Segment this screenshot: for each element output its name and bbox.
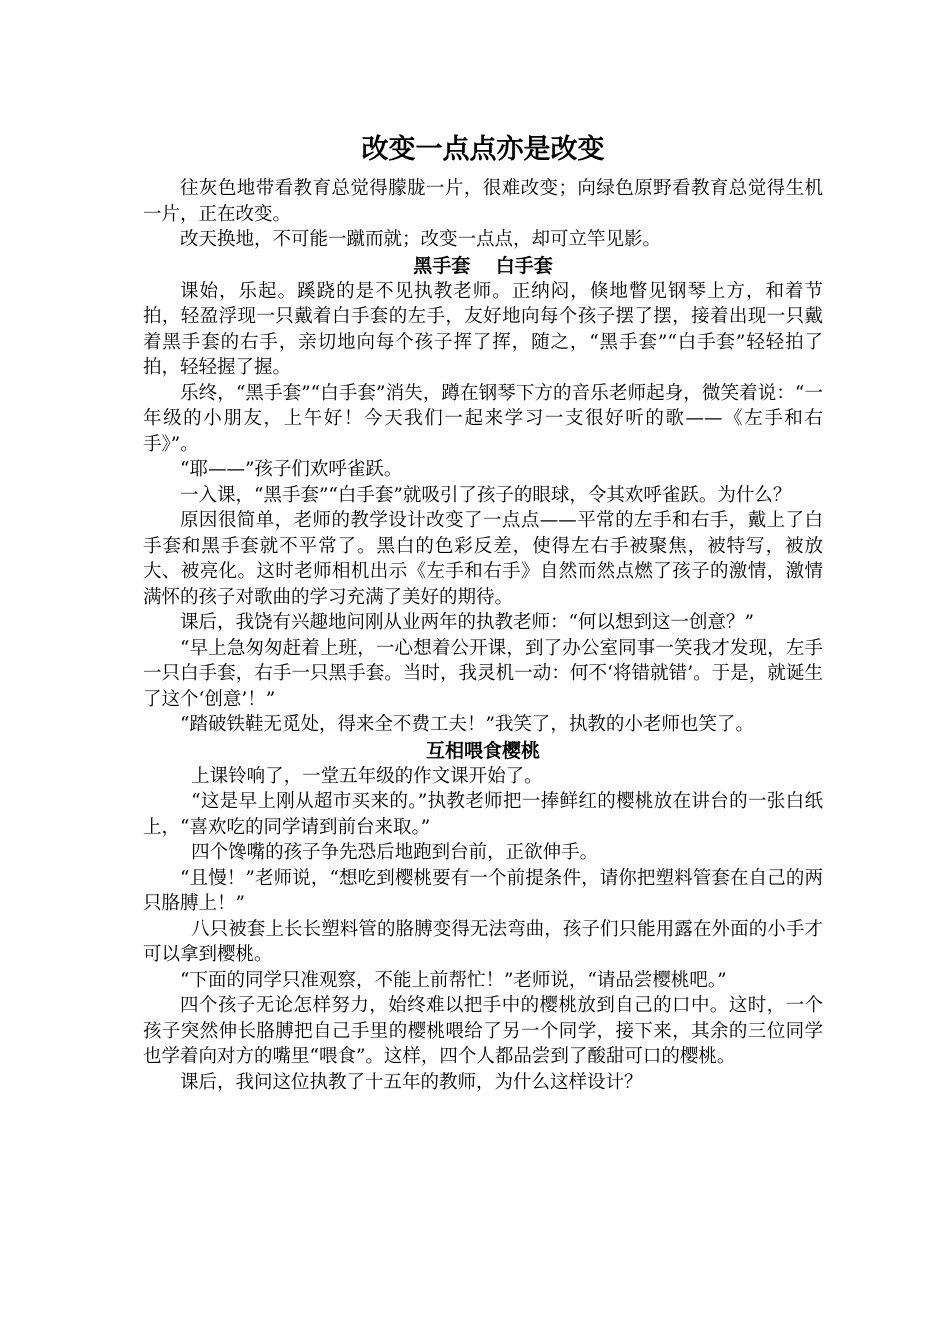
body-paragraph: 八只被套上长长塑料管的胳膊变得无法弯曲，孩子们只能用露在外面的小手才可以拿到樱桃。 <box>143 918 823 965</box>
body-paragraph: “踏破铁鞋无觅处，得来全不费工夫！”我笑了，执教的小老师也笑了。 <box>180 714 754 735</box>
body-paragraph: 课后，我饶有兴趣地问刚从业两年的执教老师：“何以想到这一创意？” <box>180 612 754 633</box>
body-paragraph: 一入课，“黑手套”“白手套”就吸引了孩子的眼球，令其欢呼雀跃。为什么？ <box>180 484 792 506</box>
body-paragraph: 原因很简单，老师的教学设计改变了一点点——平常的左手和右手，戴上了白手套和黑手套就不平常了。黑白的色彩反差，使得左右手被聚焦，被特写，被放大、被亮化。这时老师相机出示《左手和右手》自然而然点燃了孩子的激情，激情满怀的孩子对歌曲的学习充满了美好的期待。 <box>143 510 823 608</box>
body-paragraph: 课始，乐起。蹊跷的是不见执教老师。正纳闷，倏地瞥见钢琴上方，和着节拍，轻盈浮现一只戴着白手套的左手，友好地向每个孩子摆了摆，接着出现一只戴着黑手套的右手，亲切地向每个孩子挥了挥，随之，“黑手套”“白手套”轻轻拍了拍，轻轻握了握。 <box>143 280 823 378</box>
body-paragraph: “耶——”孩子们欢呼雀跃。 <box>180 459 403 480</box>
section-heading: 黑手套 白手套 <box>413 254 553 277</box>
intro-paragraph: 往灰色地带看教育总觉得朦胧一片，很难改变；向绿色原野看教育总觉得生机一片，正在改变。 <box>143 178 823 225</box>
intro-paragraph: 改天换地，不可能一蹴而就；改变一点点，却可立竿见影。 <box>180 229 662 250</box>
document-body <box>143 130 823 1095</box>
body-paragraph: 课后，我问这位执教了十五年的教师，为什么这样设计？ <box>180 1071 643 1093</box>
document-title: 改变一点点亦是改变 <box>361 134 605 165</box>
body-paragraph: 上课铃响了，一堂五年级的作文课开始了。 <box>191 765 543 787</box>
section-heading: 互相喂食樱桃 <box>425 739 540 762</box>
body-paragraph: 四个馋嘴的孩子争先恐后地跑到台前，正欲伸手。 <box>191 842 599 863</box>
body-paragraph: “下面的同学只准观察，不能上前帮忙！”老师说，“请品尝樱桃吧。” <box>180 969 727 991</box>
body-paragraph: “这是早上刚从超市买来的。”执教老师把一捧鲜红的樱桃放在讲台的一张白纸上，“喜欢吃的同学请到前台来取。” <box>143 791 823 838</box>
body-paragraph: “且慢！”老师说，“想吃到樱桃要有一个前提条件，请你把塑料管套在自己的两只胳膊上！” <box>143 867 823 914</box>
body-paragraph: 四个孩子无论怎样努力，始终难以把手中的樱桃放到自己的口中。这时，一个孩子突然伸长胳膊把自己手里的樱桃喂给了另一个同学，接下来，其余的三位同学也学着向对方的嘴里“喂食”。这样，四个人都品尝到了酸甜可口的樱桃。 <box>143 995 823 1067</box>
body-paragraph: “早上急匆匆赶着上班，一心想着公开课，到了办公室同事一笑我才发现，左手一只白手套，右手一只黑手套。当时，我灵机一动：何不‘将错就错’。于是，就诞生了这个‘创意’！” <box>143 637 823 710</box>
body-paragraph: 乐终，“黑手套”“白手套”消失，蹲在钢琴下方的音乐老师起身，微笑着说：“一年级的小朋友，上午好！今天我们一起来学习一支很好听的歌——《左手和右手》”。 <box>143 382 823 455</box>
